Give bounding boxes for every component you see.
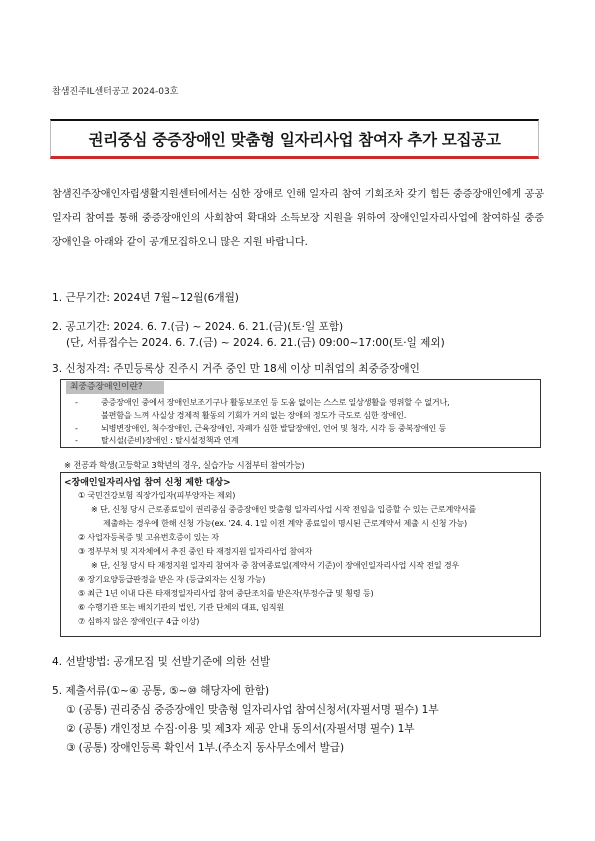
- definition-line: 탈시설(준비)장애인 : 탈시설정책과 연계: [101, 435, 239, 445]
- document-item: ③ (공통) 장애인등록 확인서 1부.(주소지 동사무소에서 발급): [66, 742, 344, 754]
- intro-paragraph: 참샘진주장애인자립생활지원센터에서는 심한 장애로 인해 일자리 참여 기회조차 갖기 힘든 중증장애인에게 공공일자리 참여를 통해 중증장애인의 사회참여 확대와 소득보장 지원을 위하여 장애인일자리사업에 참여하실 중증장애인을 아래와 같이 공개모집하오니 많은 지원 바랍니다.: [52, 189, 544, 248]
- section-notice-period: 2. 공고기간: 2024. 6. 7.(금) ~ 2024. 6. 21.(금)(토·일 포함): [52, 321, 344, 333]
- restriction-item: ② 사업자등록증 및 고유번호증이 있는 자: [78, 532, 219, 542]
- title-box: [50, 119, 539, 159]
- bullet-dash: -: [75, 435, 78, 445]
- section-work-period: 1. 근무기간: 2024년 7월~12월(6개월): [52, 292, 239, 304]
- document-item: ① (공통) 권리중심 중증장애인 맞춤형 일자리사업 참여신청서(자필서명 필수) 1부: [66, 704, 439, 716]
- restriction-item: ④ 장기요양등급판정을 받은 자 (등급외자는 신청 가능): [78, 574, 266, 584]
- section-notice-period-note: (단, 서류접수는 2024. 6. 7.(금) ~ 2024. 6. 21.(금) 09:00~17:00(토·일 제외): [66, 337, 445, 349]
- page-title: 권리중심 중증장애인 맞춤형 일자리사업 참여자 추가 모집공고: [88, 130, 501, 149]
- restriction-note: ※ 단, 신청 당시 근로종료일이 권리중심 중증장애인 맞춤형 일자리사업 시작 전임을 입증할 수 있는 근로계약서를: [91, 504, 477, 514]
- definition-line: 불편함을 느껴 사실상 경제적 활동의 기회가 거의 없는 장애의 정도가 극도로 심한 장애인.: [101, 410, 407, 420]
- student-note: ※ 전공과 학생(고등학교 3학년의 경우, 실습가능 시점부터 참여가능): [64, 460, 305, 470]
- definition-line: 뇌병변장애인, 척수장애인, 근육장애인, 자폐가 심한 발달장애인, 언어 및 청각, 시각 등 중복장애인 등: [101, 423, 447, 433]
- section-documents: 5. 제출서류(①~④ 공통, ⑤~⑩ 해당자에 한함): [52, 685, 270, 697]
- definition-box-header: 최중증장애인이란?: [66, 381, 164, 394]
- definition-box: [60, 379, 541, 448]
- restriction-box: [60, 472, 541, 637]
- restriction-item: ⑤ 최근 1년 이내 다른 타재정일자리사업 참여 중단조치를 받은자(부정수급 및 횡령 등): [78, 588, 374, 598]
- restriction-item: ⑦ 심하지 않은 장애인(구 4급 이상): [78, 616, 200, 626]
- restriction-item: ① 국민건강보험 직장가입자(피부양자는 제외): [78, 490, 236, 500]
- restriction-note: ※ 단, 신청 당시 타 재정지원 일자리 참여자 중 참여종료일(계약서 기준)이 장애인일자리사업 시작 전일 경우: [91, 560, 460, 570]
- restriction-item: ⑥ 수행기관 또는 배치기관의 법인, 기관 단체의 대표, 임직원: [78, 602, 285, 612]
- section-selection: 4. 선발방법: 공개모집 및 선발기준에 의한 선발: [52, 656, 271, 668]
- bullet-dash: -: [75, 423, 78, 433]
- restriction-box-header: <장애인일자리사업 참여 신청 제한 대상>: [64, 478, 231, 488]
- notice-number: 참샘진주IL센터공고 2024-03호: [52, 87, 179, 97]
- definition-line: 중증장애인 중에서 장애인보조기구나 활동보조인 등 도움 없이는 스스로 일상생활을 영위할 수 없거나,: [101, 397, 450, 407]
- bullet-dash: -: [75, 397, 78, 407]
- restriction-note: 제출하는 경우에 한해 신청 가능(ex. '24. 4. 1일 이전 계약 종료일이 명시된 근로계약서 제출 시 신청 가능): [103, 518, 467, 528]
- document-item: ② (공통) 개인정보 수집·이용 및 제3자 제공 안내 동의서(자필서명 필수) 1부: [66, 723, 415, 735]
- section-eligibility: 3. 신청자격: 주민등록상 진주시 거주 중인 만 18세 이상 미취업의 최중증장애인: [52, 363, 420, 375]
- restriction-item: ③ 정부부처 및 지자체에서 추진 중인 타 재정지원 일자리사업 참여자: [78, 546, 313, 556]
